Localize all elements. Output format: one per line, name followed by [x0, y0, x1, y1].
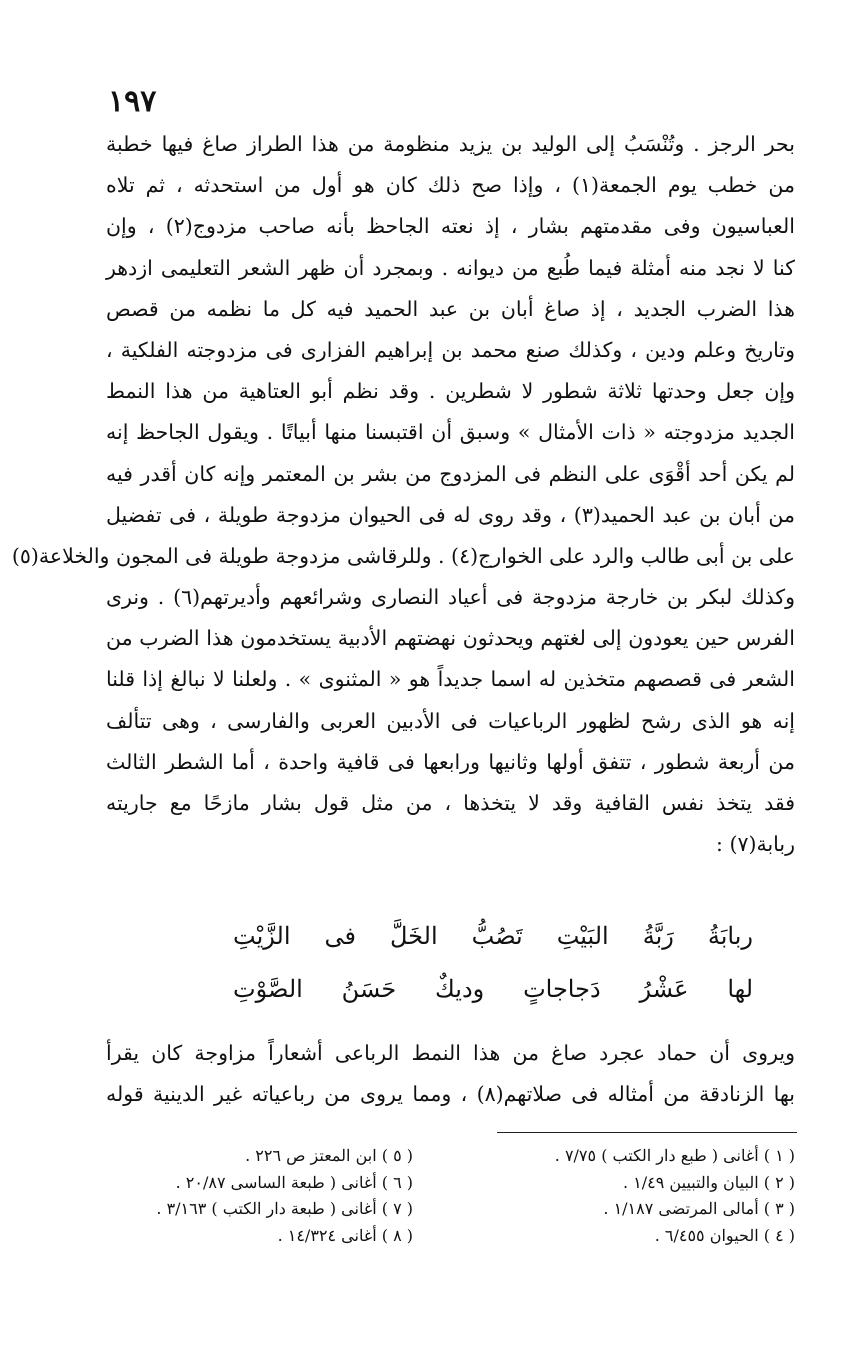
text-line: لم يكن أحد أقْوَى على النظم فى المزدوج من بشر بن المعتمر وإنه كان أقدر فيه [106, 461, 795, 486]
verse-word: دَجاجاتٍ [523, 975, 601, 1003]
text-line: وكذلك لبكر بن خارجة مزدوجة فى أعياد النصارى وشرائعهم وأديرتهم(٦) . ونرى [106, 585, 795, 610]
verse-word: فى [324, 922, 356, 950]
verse-word: رَبَّةُ [642, 922, 674, 950]
footnotes-right-column [475, 1143, 795, 1249]
text-line: كنا لا نجد منه أمثلة فيما طُبع من ديوانه . وبمجرد أن ظهر الشعر التعليمى ازدهر [106, 255, 795, 280]
footnote: ( ٥ ) ابن المعتز ص ٢٢٦ . [245, 1146, 413, 1165]
text-line: بها الزنادقة من أمثاله فى صلاتهم(٨) ، ومما يروى من رباعياته غير الدينية قوله [106, 1082, 795, 1107]
text-line: الفرس حين يعودون إلى لغتهم ويحدثون نهضتهم الأدبية يستخدمون هذا الضرب من [106, 626, 795, 651]
verse-word: الخَلَّ [389, 922, 438, 950]
footnote: ( ٤ ) الحيوان ٦/٤٥٥ . [654, 1225, 795, 1245]
text-line: من أربعة شطور ، تتفق أولها وثانيها ورابعها فى قافية واحدة ، أما الشطر الثالث [106, 749, 795, 774]
second-paragraph [106, 1033, 795, 1115]
footnote: ( ٧ ) أغانى ( طبعة دار الكتب ) ٣/١٦٣ . [156, 1199, 413, 1218]
footnote: ( ٨ ) أغانى ١٤/٣٢٤ . [277, 1225, 413, 1245]
footnote: ( ٢ ) البيان والتبيين ١/٤٩ . [623, 1172, 795, 1192]
text-line: فقد يتخذ نفس القافية وقد لا يتخذها ، من مثل قول بشار مازحًا مع جاريته [106, 791, 795, 815]
text-line: إنه هو الذى رشح لظهور الرباعيات فى الأدبين العربى والفارسى ، وهى تتألف [106, 708, 795, 733]
text-line: ويروى أن حماد عجرد صاغ من هذا النمط الرباعى أشعاراً مزاوجة كان يقرأ [106, 1041, 795, 1065]
text-line: ربابة(٧) : [716, 832, 795, 857]
footnotes-left-column [93, 1143, 413, 1249]
verse-word: عَشْرُ [639, 975, 689, 1003]
verse-word: ربابَةُ [707, 922, 753, 950]
footnote: ( ١ ) أغانى ( طبع دار الكتب ) ٧/٧٥ . [554, 1146, 795, 1165]
text-line: وتاريخ وعلم ودين ، وكذلك صنع محمد بن إبراهيم الفزارى فى مزدوجته الفلكية ، [106, 337, 795, 362]
verse-line [233, 922, 753, 950]
text-line: بحر الرجز . وتُنْسَبُ إلى الوليد بن يزيد منظومة من هذا الطراز صاغ فيها خطبة [106, 132, 795, 156]
text-line: على بن أبى طالب والرد على الخوارج(٤) . وللرقاشى مزدوجة طويلة فى المجون والخلاعة(٥) [11, 543, 795, 568]
footnote: ( ٦ ) أغانى ( طبعة الساسى ٢٠/٨٧ . [175, 1172, 413, 1192]
verse-line [233, 975, 753, 1003]
verse-word: وديكٌ [435, 975, 485, 1003]
footnote-divider [497, 1132, 797, 1133]
text-line: وإن جعل وحدتها ثلاثة شطور لا شطرين . وقد نظم أبو العتاهية من هذا النمط [106, 379, 795, 404]
verse-word: لها [727, 975, 753, 1003]
text-line: الجديد مزدوجته « ذات الأمثال » وسبق أن اقتبسنا منها أبياتًا . ويقول الجاحظ إنه [106, 420, 795, 445]
main-paragraph [11, 124, 795, 865]
text-line: الشعر فى قصصهم متخذين له اسما جديداً هو « المثنوى » . ولعلنا لا نبالغ إذا قلنا [106, 667, 795, 692]
page-number: ١٩٧ [108, 84, 157, 119]
verse-word: البَيْتِ [556, 922, 609, 950]
text-line: العباسيون وفى مقدمتهم بشار ، إذ نعته الجاحظ بأنه صاحب مزدوج(٢) ، وإن [106, 214, 795, 239]
verse-word: الصَّوْتِ [233, 975, 303, 1003]
text-line: هذا الضرب الجديد ، إذ صاغ أبان بن عبد الحميد فيه كل ما نظمه من قصص [106, 296, 795, 321]
text-line: من خطب يوم الجمعة(١) ، وإذا صح ذلك كان هو أول من استحدثه ، ثم تلاه [106, 173, 795, 198]
verse-word: تَصُبُّ [471, 922, 523, 950]
footnote: ( ٣ ) أمالى المرتضى ١/١٨٧ . [603, 1199, 795, 1218]
verse-word: الزَّيْتِ [233, 922, 291, 950]
text-line: من أبان بن عبد الحميد(٣) ، وقد روى له فى الحيوان مزدوجة طويلة ، فى تفضيل [106, 502, 795, 527]
verse-word: حَسَنُ [341, 975, 397, 1003]
